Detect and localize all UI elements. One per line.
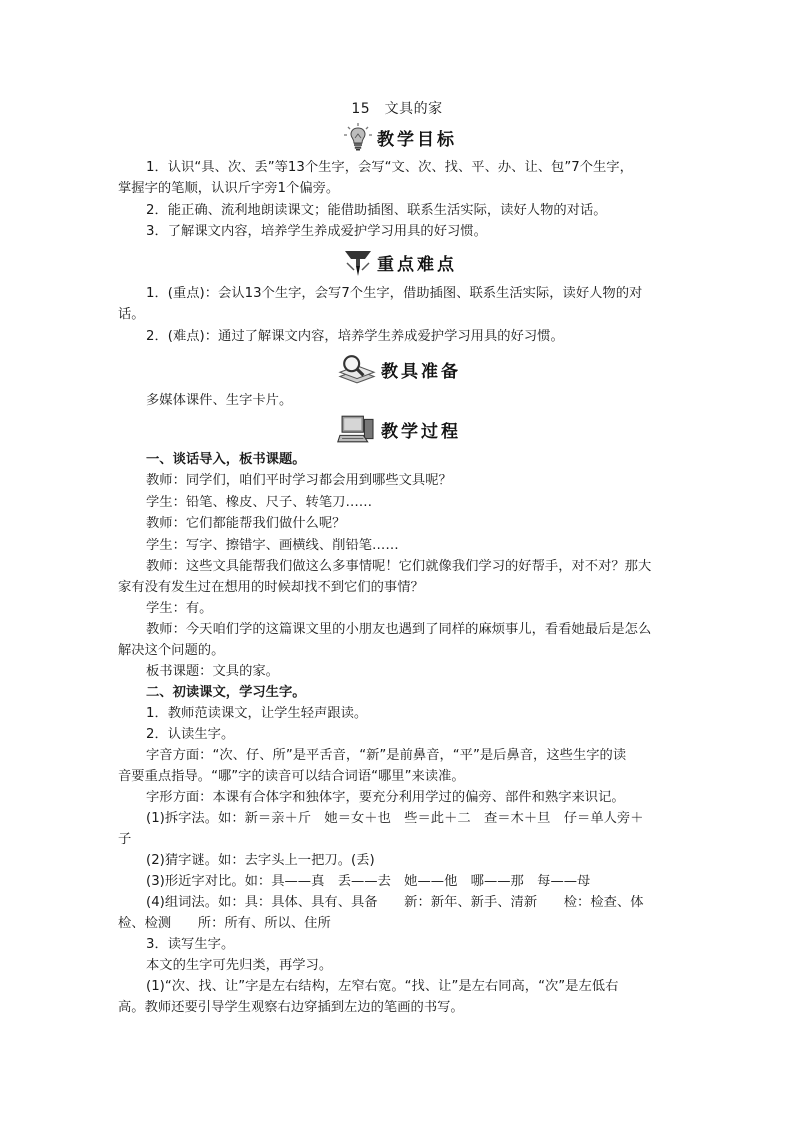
text-line: 本文的生字可先归类，再学习。 (146, 958, 333, 973)
text-line: 学生：有。 (146, 601, 213, 616)
text-line: 音要重点指导。“哪”字的读音可以结合词语“哪里”来读准。 (118, 769, 465, 784)
lightbulb-icon (343, 122, 373, 152)
text-line: 教师：这些文具能帮我们做这么多事情呢！它们就像我们学习的好帮手，对不对？那大 (146, 559, 652, 574)
text-line: 2．(难点)：通过了解课文内容，培养学生养成爱护学习用具的好习惯。 (146, 329, 564, 344)
text-line: 1．教师范读课文，让学生轻声跟读。 (146, 706, 368, 721)
section-label-goals: 教学目标 (377, 129, 457, 150)
text-line: 2．认读生字。 (146, 727, 235, 742)
section-header-key (343, 247, 457, 277)
text-line: 教师：同学们，咱们平时学习都会用到哪些文具呢？ (146, 473, 452, 488)
text-line: 板书课题：文具的家。 (146, 664, 279, 679)
page-title: 15 文具的家 (351, 101, 443, 117)
section-label-key: 重点难点 (377, 254, 457, 275)
text-line: 解决这个问题的。 (118, 643, 225, 658)
text-line: 2．能正确、流利地朗读课文；能借助插图、联系生活实际，读好人物的对话。 (146, 203, 607, 218)
text-line: 3．了解课文内容，培养学生养成爱护学习用具的好习惯。 (146, 224, 487, 239)
section-header-prep (337, 352, 461, 386)
text-line: 教师：今天咱们学的这篇课文里的小朋友也遇到了同样的麻烦事儿，看看她最后是怎么 (146, 622, 652, 637)
text-line: 检、检测 所：所有、所以、住所 (118, 916, 331, 931)
text-line: (1)拆字法。如：新＝亲＋斤 她＝女＋也 些＝此＋二 查＝木＋旦 仔＝单人旁＋ (146, 811, 644, 826)
text-line: 高。教师还要引导学生观察右边穿插到左边的笔画的书写。 (118, 1000, 464, 1015)
section-label-process: 教学过程 (381, 421, 461, 442)
text-line: (4)组词法。如：具：具体、具有、具备 新：新年、新手、清新 检：检查、体 (146, 895, 644, 910)
text-line: 3．读写生字。 (146, 937, 235, 952)
text-line: 学生：写字、擦错字、画横线、削铅笔…… (146, 538, 399, 553)
text-line: 教师：它们都能帮我们做什么呢？ (146, 516, 346, 531)
text-line: (2)猜字谜。如：去字头上一把刀。(丢) (146, 853, 375, 868)
text-line: 多媒体课件、生字卡片。 (146, 393, 293, 408)
pushpin-icon (343, 247, 373, 277)
text-line: 子 (118, 832, 132, 847)
section-label-prep: 教具准备 (381, 361, 461, 382)
text-line: 学生：铅笔、橡皮、尺子、转笔刀…… (146, 495, 373, 510)
section-header-process (337, 412, 461, 446)
text-line: 话。 (118, 307, 145, 322)
text-line: 掌握字的笔顺，认识斤字旁1个偏旁。 (118, 181, 340, 196)
text-line: 家有没有发生过在想用的时候却找不到它们的事情？ (118, 580, 424, 595)
text-line: 1．(重点)：会认13个生字，会写7个生字，借助插图、联系生活实际，读好人物的对 (146, 286, 643, 301)
section-header-goals (343, 122, 457, 152)
subheading: 二、初读课文，学习生字。 (146, 685, 306, 700)
text-line: (1)“次、找、让”字是左右结构，左窄右宽。“找、让”是左右同高，“次”是左低右 (146, 979, 619, 994)
subheading: 一、谈话导入，板书课题。 (146, 452, 306, 467)
computer-icon (337, 413, 377, 445)
magnifier-book-icon (337, 353, 377, 385)
text-line: 字形方面：本课有合体字和独体字，要充分利用学过的偏旁、部件和熟字来识记。 (146, 790, 625, 805)
text-line: 1．认识“具、次、丢”等13个生字，会写“文、次、找、平、办、让、包”7个生字， (146, 160, 633, 175)
text-line: (3)形近字对比。如：具——真 丢——去 她——他 哪——那 每——母 (146, 874, 591, 889)
text-line: 字音方面：“次、仔、所”是平舌音，“新”是前鼻音，“平”是后鼻音，这些生字的读 (146, 748, 627, 763)
